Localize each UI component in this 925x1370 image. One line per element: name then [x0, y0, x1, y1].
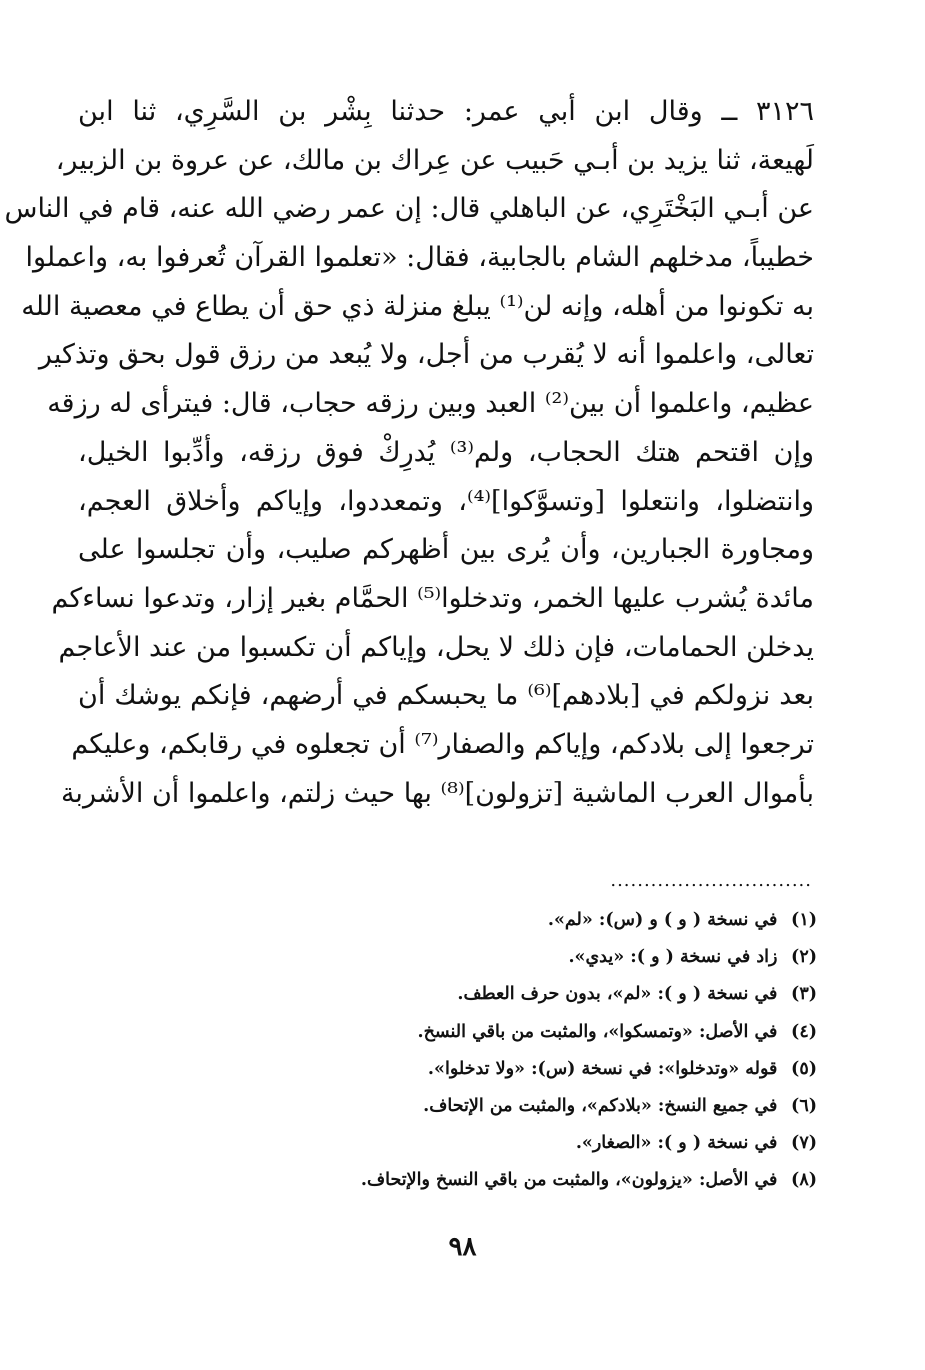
footnote-text: زاد في نسخة ( و ): «يدي». — [568, 947, 778, 968]
footnote-number: (٦) — [791, 1095, 817, 1116]
text-line: خطيباً، مدخلهم الشام بالجابية، فقال: «تعلموا القرآن تُعرفوا به، واعملوا — [25, 242, 814, 274]
footnote-text: في الأصل: «يزولون»، والمثبت من باقي النسخ والإتحاف. — [360, 1170, 778, 1191]
text-line: وانتضلوا، وانتعلوا [وتسوَّكوا]⁽⁴⁾، وتمعددوا، وإياكم وأخلاق العجم، — [78, 485, 814, 517]
footnote-number: (٨) — [791, 1170, 817, 1191]
footnote-item — [197, 1125, 817, 1162]
text-line: بعد نزولكم في [بلادهم]⁽⁶⁾ ما يحبسكم في أرضهم، فإنكم يوشك أن — [78, 680, 815, 712]
text-line: عن أبـي البَخْتَرِي، عن الباهلي قال: إن عمر رضي الله عنه، قام في الناس — [4, 193, 814, 225]
footnote-item — [197, 1051, 817, 1088]
main-text-block — [4, 88, 815, 818]
text-line: يدخلن الحمامات، فإن ذلك لا يحل، وإياكم أن تكسبوا من عند الأعاجم — [58, 631, 814, 663]
footnote-item — [197, 1162, 817, 1199]
text-line: تعالى، واعلموا أنه لا يُقرب من أجل، ولا يُبعد من رزق قول بحق وتذكير — [38, 339, 814, 371]
text-line: بأموال العرب الماشية [تزولون]⁽⁸⁾ بها حيث زلتم، واعلموا أن الأشربة — [60, 777, 814, 809]
footnote-text: في نسخة ( و ): «الصغار». — [575, 1133, 778, 1154]
page-number: ٩٨ — [448, 1232, 477, 1262]
footnote-number: (٢) — [791, 947, 817, 968]
footnote-text: في الأصل: «وتمسكوا»، والمثبت من باقي النسخ. — [417, 1021, 778, 1042]
footnote-separator: .............................. — [610, 870, 812, 891]
footnote-item — [197, 1088, 817, 1125]
footnotes-list — [197, 902, 817, 1200]
text-line: ٣١٢٦ ــ وقال ابن أبي عمر: حدثنا بِشْر بن السَّرِي، ثنا ابن — [78, 96, 815, 127]
text-line: لَهيعة، ثنا يزيد بن أبـي حَبيب عن عِراك بن مالك، عن عروة بن الزبير، — [55, 144, 814, 176]
text-line: مائدة يُشرب عليها الخمر، وتدخلوا⁽⁵⁾ الحمَّام بغير إزار، وتدعوا نساءكم — [51, 582, 814, 614]
text-line: وإن اقتحم هتك الحجاب، ولم⁽³⁾ يُدرِكْ فوق رزقه، وأدِّبوا الخيل، — [78, 436, 814, 468]
footnote-text: قوله «وتدخلوا»: في نسخة (س): «ولا تدخلوا». — [427, 1058, 778, 1079]
footnote-number: (٧) — [791, 1133, 817, 1154]
footnote-item — [197, 1014, 817, 1051]
footnote-item — [197, 902, 817, 939]
footnote-number: (٣) — [791, 984, 817, 1005]
footnote-number: (١) — [791, 910, 817, 930]
text-line: عظيم، واعلموا أن بين⁽²⁾ العبد وبين رزقه حجاب، قال: فيترأى له رزقه — [47, 388, 814, 420]
footnote-text: في جميع النسخ: «بلادكم»، والمثبت من الإتحاف. — [423, 1095, 778, 1116]
text-line: به تكونوا من أهله، وإنه لن⁽¹⁾ يبلغ منزلة ذي حق أن يطاع في معصية الله — [21, 290, 814, 322]
footnote-text: في نسخة ( و ) و (س): «لم». — [547, 910, 778, 930]
footnote-text: في نسخة ( و ): «لم»، بدون حرف العطف. — [457, 984, 778, 1005]
text-line: ومجاورة الجبارين، وأن يُرى بين أظهركم صليب، وأن تجلسوا على — [78, 534, 814, 566]
footnote-item — [197, 976, 817, 1013]
footnote-number: (٤) — [791, 1021, 817, 1042]
footnote-number: (٥) — [791, 1058, 817, 1079]
text-line: ترجعوا إلى بلادكم، وإياكم والصفار⁽⁷⁾ أن تجعلوه في رقابكم، وعليكم — [71, 728, 814, 760]
footnote-item — [197, 939, 817, 976]
